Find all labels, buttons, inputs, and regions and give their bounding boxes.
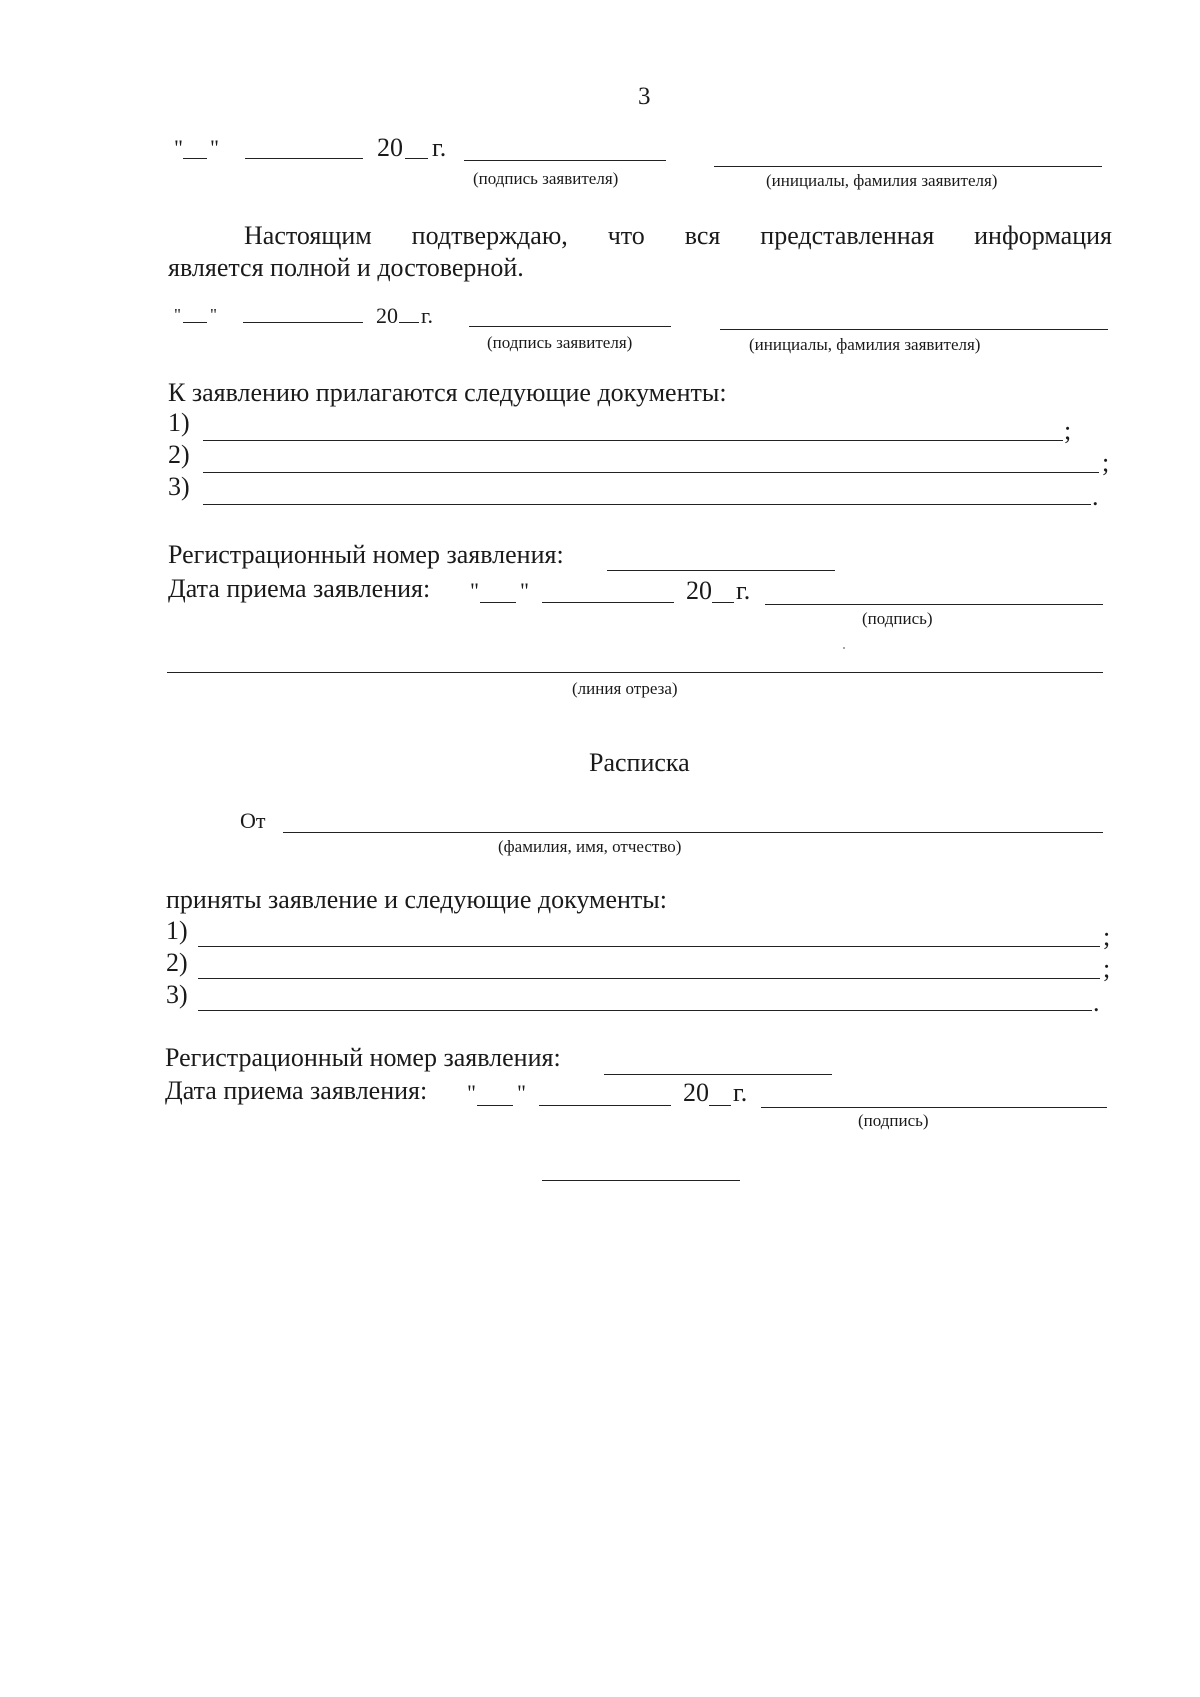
scan-speck — [843, 647, 845, 649]
receiver-signature-line[interactable] — [765, 604, 1103, 605]
cut-line-caption: (линия отреза) — [572, 679, 678, 698]
year-blank[interactable] — [399, 322, 419, 323]
name-caption: (инициалы, фамилия заявителя) — [749, 335, 981, 354]
attachment-line-1[interactable] — [203, 440, 1063, 441]
name-caption: (инициалы, фамилия заявителя) — [766, 171, 998, 190]
receipt-item-line-3[interactable] — [198, 1010, 1092, 1011]
attachment-end: . — [1092, 482, 1099, 511]
confirmation-word: информация — [974, 221, 1112, 250]
cut-line — [167, 672, 1103, 673]
receipt-item-line-2[interactable] — [198, 978, 1100, 979]
year-prefix: 20 — [686, 576, 712, 605]
year-suffix: г. — [736, 576, 751, 605]
signature-caption: (подпись) — [862, 609, 933, 628]
confirmation-line-1 — [168, 220, 1112, 252]
receipt-item-end: ; — [1103, 922, 1111, 951]
confirmation-word: подтверждаю, — [411, 221, 568, 250]
confirmation-word: вся — [684, 221, 721, 250]
year-suffix: г. — [432, 133, 447, 162]
receipt-item-end: ; — [1103, 954, 1111, 983]
year-prefix: 20 — [376, 303, 398, 328]
date-quote-open: " — [174, 135, 183, 160]
registration-number-label: Регистрационный номер заявления: — [168, 540, 564, 569]
attachment-number: 1) — [168, 408, 190, 437]
applicant-name-line[interactable] — [714, 166, 1102, 167]
day-blank[interactable] — [480, 602, 516, 603]
date-quote-open: " — [174, 305, 181, 324]
attachment-end: ; — [1102, 448, 1110, 477]
year-blank[interactable] — [405, 158, 428, 159]
attachment-line-3[interactable] — [203, 504, 1091, 505]
month-blank[interactable] — [243, 322, 363, 323]
receipt-item-line-1[interactable] — [198, 946, 1100, 947]
year-prefix: 20 — [683, 1078, 709, 1107]
confirmation-word: Настоящим — [244, 221, 372, 250]
page-number: 3 — [638, 83, 651, 110]
receiver-signature-line[interactable] — [761, 1107, 1107, 1108]
receipt-item-number: 1) — [166, 916, 188, 945]
date-quote-close: " — [520, 578, 529, 603]
month-blank[interactable] — [542, 602, 674, 603]
date-quote-close: " — [210, 135, 219, 160]
attachments-heading: К заявлению прилагаются следующие документы: — [168, 378, 727, 407]
date-received-label: Дата приема заявления: — [165, 1076, 428, 1105]
end-separator-line — [542, 1180, 740, 1181]
attachment-number: 3) — [168, 472, 190, 501]
attachment-number: 2) — [168, 440, 190, 469]
receipt-item-number: 2) — [166, 948, 188, 977]
date-quote-open: " — [467, 1080, 476, 1105]
day-blank[interactable] — [183, 158, 207, 159]
registration-number-label: Регистрационный номер заявления: — [165, 1043, 561, 1072]
accepted-heading: приняты заявление и следующие документы: — [166, 885, 667, 914]
day-blank[interactable] — [183, 322, 207, 323]
signature-caption: (подпись заявителя) — [487, 333, 633, 352]
confirmation-word: что — [607, 221, 645, 250]
confirmation-line-2: является полной и достоверной. — [168, 253, 524, 282]
date-received-label: Дата приема заявления: — [168, 574, 431, 603]
year-blank[interactable] — [709, 1105, 731, 1106]
from-label: От — [240, 808, 266, 833]
year-suffix: г. — [421, 303, 434, 328]
applicant-signature-line[interactable] — [464, 160, 666, 161]
year-prefix: 20 — [377, 133, 403, 162]
date-quote-open: " — [470, 578, 479, 603]
date-quote-close: " — [210, 305, 217, 324]
month-blank[interactable] — [245, 158, 363, 159]
signature-caption: (подпись) — [858, 1111, 929, 1130]
registration-number-line[interactable] — [607, 570, 835, 571]
receipt-title: Расписка — [589, 748, 690, 777]
day-blank[interactable] — [477, 1105, 513, 1106]
date-quote-close: " — [517, 1080, 526, 1105]
from-caption: (фамилия, имя, отчество) — [498, 837, 682, 856]
signature-caption: (подпись заявителя) — [473, 169, 619, 188]
confirmation-paragraph — [168, 220, 1112, 284]
receipt-item-end: . — [1093, 988, 1100, 1017]
month-blank[interactable] — [539, 1105, 671, 1106]
from-name-line[interactable] — [283, 832, 1103, 833]
year-blank[interactable] — [712, 602, 734, 603]
attachment-line-2[interactable] — [203, 472, 1099, 473]
attachment-end: ; — [1064, 416, 1072, 445]
applicant-signature-line[interactable] — [469, 326, 671, 327]
year-suffix: г. — [733, 1078, 748, 1107]
applicant-name-line[interactable] — [720, 329, 1108, 330]
confirmation-word: представленная — [760, 221, 935, 250]
registration-number-line[interactable] — [604, 1074, 832, 1075]
receipt-item-number: 3) — [166, 980, 188, 1009]
